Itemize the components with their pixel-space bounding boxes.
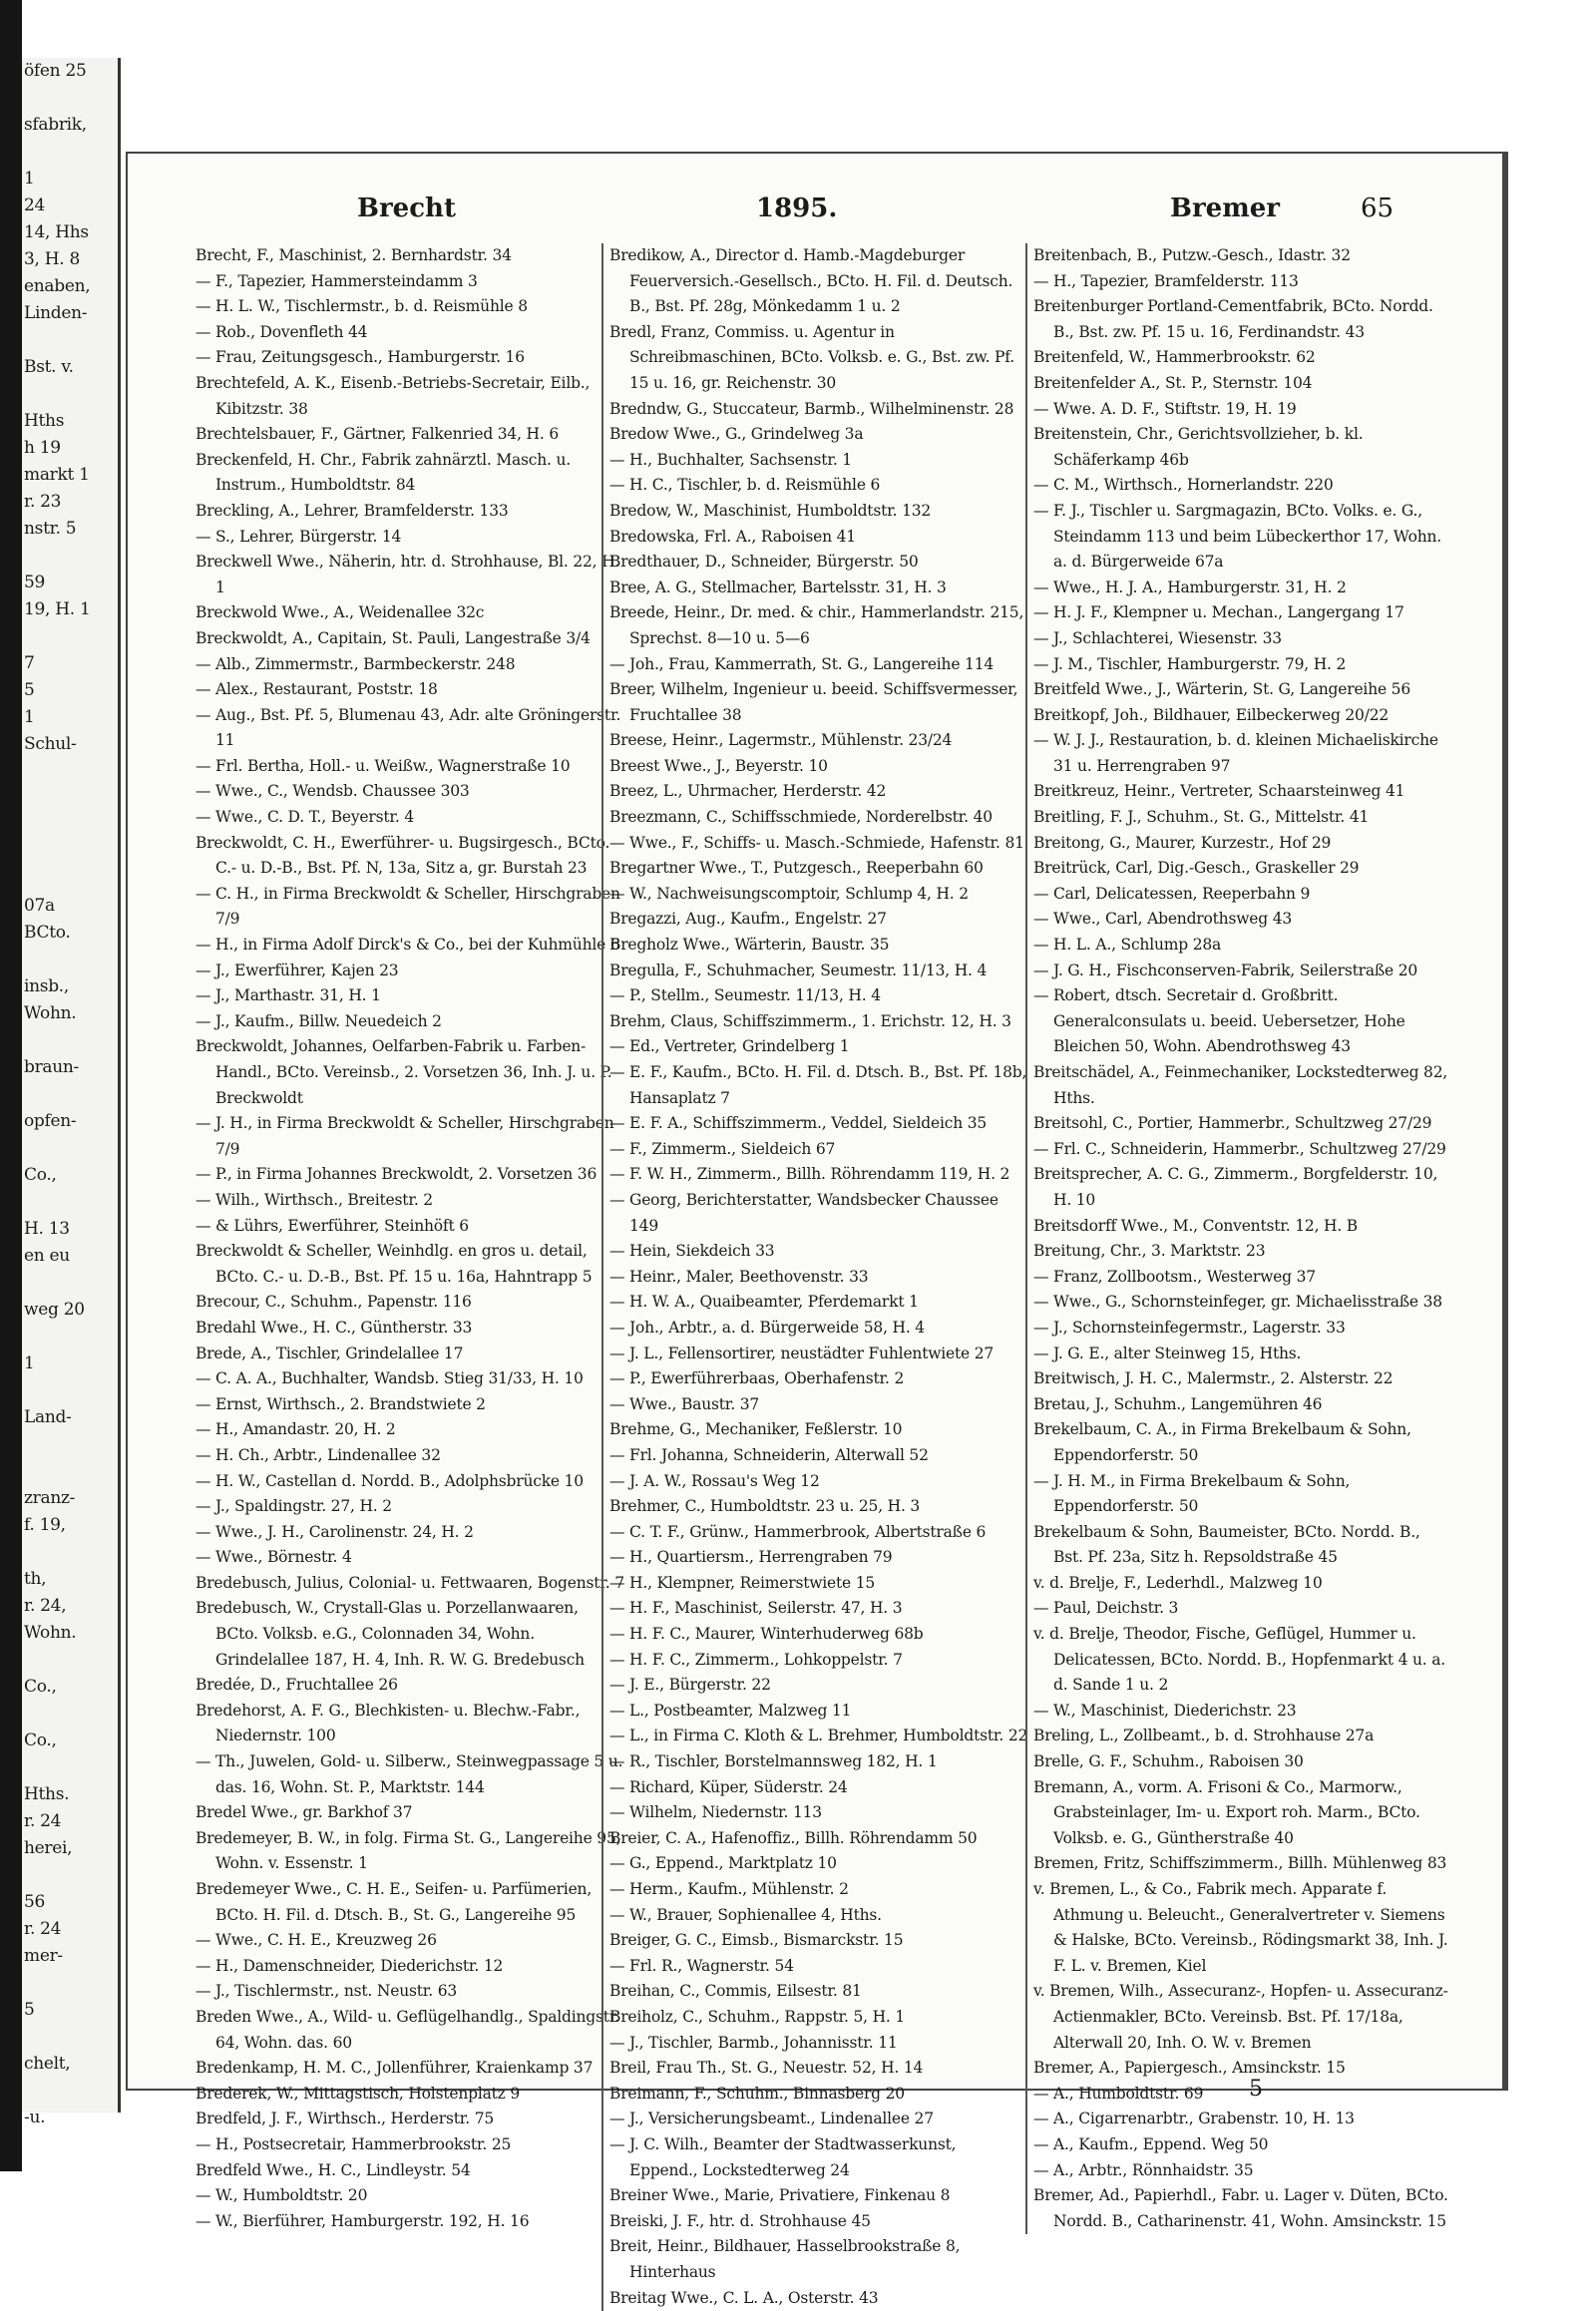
margin-fragment: sfabrik, [22, 112, 118, 139]
margin-fragment [22, 1754, 118, 1781]
directory-entry: — Heinr., Maler, Beethovenstr. 33 [609, 1265, 1028, 1291]
directory-entry: — Wwe., Baustr. 37 [609, 1392, 1028, 1418]
directory-entry: Bregulla, F., Schuhmacher, Seumestr. 11/13, H. 4 [609, 959, 1028, 984]
directory-entry: — H. W., Castellan d. Nordd. B., Adolphsbrücke 10 [196, 1469, 624, 1495]
margin-fragment [22, 1027, 118, 1054]
directory-entry: — A., Cigarrenarbtr., Grabenstr. 10, H. 13 [1033, 2107, 1452, 2132]
directory-entry: Bredebusch, Julius, Colonial- u. Fettwaaren, Bogenstr. 7 [196, 1571, 624, 1597]
directory-entry: — Joh., Frau, Kammerrath, St. G., Langereihe 114 [609, 652, 1028, 678]
directory-page [126, 152, 1508, 2091]
directory-entry: — J. A. W., Rossau's Weg 12 [609, 1469, 1028, 1495]
directory-entry: Bredemeyer Wwe., C. H. E., Seifen- u. Parfümerien, BCto. H. Fil. d. Dtsch. B., St. G., Langereihe 95 [196, 1877, 624, 1928]
column-1 [196, 243, 624, 2234]
margin-fragment [22, 1539, 118, 1566]
margin-fragment [22, 758, 118, 785]
directory-entry: — R., Tischler, Borstelmannsweg 182, H. 1 [609, 1749, 1028, 1775]
margin-fragment: chelt, [22, 2051, 118, 2078]
directory-entry: Bredl, Franz, Commiss. u. Agentur in Schreibmaschinen, BCto. Volksb. e. G., Bst. zw. Pf. 15 u. 16, gr. Reichenstr. 30 [609, 320, 1028, 397]
margin-fragment: r. 24 [22, 1916, 118, 1943]
margin-fragment: 14, Hhs [22, 219, 118, 246]
directory-entry: — A., Humboldtstr. 69 [1033, 2082, 1452, 2108]
directory-entry: Breitenburger Portland-Cementfabrik, BCto. Nordd. B., Bst. zw. Pf. 15 u. 16, Ferdinandstr. 43 [1033, 294, 1452, 345]
margin-fragment: zranz- [22, 1485, 118, 1512]
directory-entry: — J., Schornsteinfegermstr., Lagerstr. 33 [1033, 1316, 1452, 1342]
directory-entry: Breitenstein, Chr., Gerichtsvollzieher, b. kl. Schäferkamp 46b [1033, 422, 1452, 473]
margin-fragment: BCto. [22, 920, 118, 947]
directory-entry: Breitenfeld, W., Hammerbrookstr. 62 [1033, 345, 1452, 371]
directory-entry: Breede, Heinr., Dr. med. & chir., Hammerlandstr. 215, Sprechst. 8—10 u. 5—6 [609, 600, 1028, 651]
directory-entry: Brelle, G. F., Schuhm., Raboisen 30 [1033, 1749, 1452, 1775]
directory-entry: Breitkreuz, Heinr., Vertreter, Schaarsteinweg 41 [1033, 779, 1452, 805]
directory-entry: — P., Stellm., Seumestr. 11/13, H. 4 [609, 983, 1028, 1009]
directory-entry: — P., in Firma Johannes Breckwoldt, 2. Vorsetzen 36 [196, 1162, 624, 1188]
directory-entry: — H. W. A., Quaibeamter, Pferdemarkt 1 [609, 1290, 1028, 1316]
directory-entry: — Frl. Johanna, Schneiderin, Alterwall 52 [609, 1443, 1028, 1469]
directory-entry: Breitsdorff Wwe., M., Conventstr. 12, H. B [1033, 1214, 1452, 1240]
margin-fragment [22, 327, 118, 354]
directory-entry: — H., in Firma Adolf Dirck's & Co., bei der Kuhmühle 6 [196, 933, 624, 959]
directory-entry: Bregartner Wwe., T., Putzgesch., Reeperbahn 60 [609, 856, 1028, 882]
directory-entry: — H. F. C., Maurer, Winterhuderweg 68b [609, 1622, 1028, 1648]
directory-entry: — Robert, dtsch. Secretair d. Großbritt. Generalconsulats u. beeid. Uebersetzer, Hohe Bleichen 50, Wohn. Abendrothsweg 43 [1033, 983, 1452, 1060]
directory-entry: — L., in Firma C. Kloth & L. Brehmer, Humboldtstr. 22 [609, 1724, 1028, 1749]
margin-fragment [22, 2078, 118, 2105]
margin-fragment: markt 1 [22, 462, 118, 489]
margin-fragment [22, 1081, 118, 1108]
directory-entry: Breitenfelder A., St. P., Sternstr. 104 [1033, 371, 1452, 397]
directory-entry: — J., Marthastr. 31, H. 1 [196, 983, 624, 1009]
directory-entry: — Wwe., Carl, Abendrothsweg 43 [1033, 907, 1452, 933]
margin-fragment: Hths. [22, 1781, 118, 1808]
directory-entry: Brehmer, C., Humboldtstr. 23 u. 25, H. 3 [609, 1494, 1028, 1520]
directory-entry: Breitsohl, C., Portier, Hammerbr., Schultzweg 27/29 [1033, 1111, 1452, 1137]
directory-entry: Breitkopf, Joh., Bildhauer, Eilbeckerweg 20/22 [1033, 703, 1452, 729]
directory-entry: Bredfeld, J. F., Wirthsch., Herderstr. 75 [196, 2107, 624, 2132]
directory-entry: Bredndw, G., Stuccateur, Barmb., Wilhelminenstr. 28 [609, 397, 1028, 423]
directory-entry: — L., Postbeamter, Malzweg 11 [609, 1699, 1028, 1725]
directory-entry: Breling, L., Zollbeamt., b. d. Strohhause 27a [1033, 1724, 1452, 1749]
margin-fragment [22, 785, 118, 812]
margin-fragment [22, 1970, 118, 1997]
directory-entry: Bredel Wwe., gr. Barkhof 37 [196, 1800, 624, 1826]
directory-entry: — C. H., in Firma Breckwoldt & Scheller, Hirschgraben 7/9 [196, 882, 624, 933]
margin-fragment: Wohn. [22, 1000, 118, 1027]
directory-entry: Breitrück, Carl, Dig.-Gesch., Graskeller 29 [1033, 856, 1452, 882]
directory-entry: Bredowska, Frl. A., Raboisen 41 [609, 525, 1028, 551]
margin-fragment: Co., [22, 1728, 118, 1754]
directory-entry: — H., Damenschneider, Diederichstr. 12 [196, 1954, 624, 1980]
directory-entry: v. d. Brelje, F., Lederhdl., Malzweg 10 [1033, 1571, 1452, 1597]
margin-fragment: 3, H. 8 [22, 246, 118, 273]
margin-fragment: Hths [22, 408, 118, 435]
margin-fragment: f. 19, [22, 1512, 118, 1539]
directory-entry: Breiner Wwe., Marie, Privatiere, Finkenau 8 [609, 2183, 1028, 2209]
margin-fragment: th, [22, 1566, 118, 1593]
directory-entry: Breckwoldt, A., Capitain, St. Pauli, Langestraße 3/4 [196, 626, 624, 652]
sheet-signature: 5 [1249, 2077, 1263, 2102]
directory-entry: Brehm, Claus, Schiffszimmerm., 1. Erichstr. 12, H. 3 [609, 1009, 1028, 1035]
directory-entry: — W. J. J., Restauration, b. d. kleinen Michaeliskirche 31 u. Herrengraben 97 [1033, 728, 1452, 779]
directory-entry: — Wwe., J. H., Carolinenstr. 24, H. 2 [196, 1520, 624, 1546]
directory-entry: Bredow Wwe., G., Grindelweg 3a [609, 422, 1028, 448]
margin-fragment: h 19 [22, 435, 118, 462]
margin-fragment: Bst. v. [22, 354, 118, 381]
directory-entry: — F. J., Tischler u. Sargmagazin, BCto. Volks. e. G., Steindamm 113 und beim Lübeckerthor 17, Wohn. a. d. Bürgerweide 67a [1033, 499, 1452, 576]
directory-entry: Breihan, C., Commis, Eilsestr. 81 [609, 1979, 1028, 2005]
running-head-right: Bremer [1170, 193, 1280, 223]
directory-entry: Bremer, A., Papiergesch., Amsinckstr. 15 [1033, 2056, 1452, 2082]
margin-fragment [22, 1189, 118, 1216]
directory-entry: — Ernst, Wirthsch., 2. Brandstwiete 2 [196, 1392, 624, 1418]
directory-entry: Brecht, F., Maschinist, 2. Bernhardstr. 34 [196, 243, 624, 269]
directory-entry: — J., Tischler, Barmb., Johannisstr. 11 [609, 2031, 1028, 2057]
directory-entry: — Wwe., H. J. A., Hamburgerstr. 31, H. 2 [1033, 576, 1452, 601]
directory-entry: — Ed., Vertreter, Grindelberg 1 [609, 1034, 1028, 1060]
directory-entry: — F. W. H., Zimmerm., Billh. Röhrendamm 119, H. 2 [609, 1162, 1028, 1188]
directory-entry: v. Bremen, Wilh., Assecuranz-, Hopfen- u. Assecuranz-Actienmakler, BCto. Vereinsb. Bst. Pf. 17/18a, Alterwall 20, Inh. O. W. v. Bremen [1033, 1979, 1452, 2056]
directory-entry: Breitenbach, B., Putzw.-Gesch., Idastr. 32 [1033, 243, 1452, 269]
directory-entry: — A., Arbtr., Rönnhaidstr. 35 [1033, 2158, 1452, 2184]
margin-fragment [22, 1270, 118, 1297]
directory-entry: Brehme, G., Mechaniker, Feßlerstr. 10 [609, 1417, 1028, 1443]
directory-entry: Bredehorst, A. F. G., Blechkisten- u. Blechw.-Fabr., Niedernstr. 100 [196, 1699, 624, 1749]
directory-entry: Brecour, C., Schuhm., Papenstr. 116 [196, 1290, 624, 1316]
directory-entry: Brederek, W., Mittagstisch, Holstenplatz 9 [196, 2082, 624, 2108]
directory-entry: Breitling, F. J., Schuhm., St. G., Mittelstr. 41 [1033, 805, 1452, 831]
previous-page-margin [22, 58, 121, 2113]
directory-entry: Breitung, Chr., 3. Marktstr. 23 [1033, 1239, 1452, 1265]
scanner-shadow [0, 0, 22, 2171]
margin-fragment: r. 24 [22, 1808, 118, 1835]
directory-entry: — H., Klempner, Reimerstwiete 15 [609, 1571, 1028, 1597]
margin-fragment [22, 85, 118, 112]
directory-entry: — Georg, Berichterstatter, Wandsbecker Chaussee 149 [609, 1188, 1028, 1239]
margin-fragment: Co., [22, 1162, 118, 1189]
column-3 [1025, 243, 1452, 2234]
directory-entry: — Aug., Bst. Pf. 5, Blumenau 43, Adr. alte Gröningerstr. 11 [196, 703, 624, 754]
directory-entry: Bredebusch, W., Crystall-Glas u. Porzellanwaaren, BCto. Volksb. e.G., Colonnaden 34, Wohn. Grindelallee 187, H. 4, Inh. R. W. G. Bredebusch [196, 1596, 624, 1673]
directory-entry: — H., Amandastr. 20, H. 2 [196, 1417, 624, 1443]
directory-entry: Breckwold Wwe., A., Weidenallee 32c [196, 600, 624, 626]
directory-entry: — Frl. Bertha, Holl.- u. Weißw., Wagnerstraße 10 [196, 754, 624, 780]
directory-entry: Brede, A., Tischler, Grindelallee 17 [196, 1342, 624, 1367]
directory-entry: Breitwisch, J. H. C., Malermstr., 2. Alsterstr. 22 [1033, 1366, 1452, 1392]
margin-fragment [22, 1135, 118, 1162]
margin-fragment: 19, H. 1 [22, 596, 118, 623]
directory-entry: — J. H., in Firma Breckwoldt & Scheller, Hirschgraben 7/9 [196, 1111, 624, 1162]
directory-entry: Bregholz Wwe., Wärterin, Baustr. 35 [609, 933, 1028, 959]
margin-fragment: 24 [22, 193, 118, 219]
margin-fragment [22, 1431, 118, 1458]
directory-entry: Breckwoldt & Scheller, Weinhdlg. en gros u. detail, BCto. C.- u. D.-B., Bst. Pf. 15 u. 16a, Hahntrapp 5 [196, 1239, 624, 1290]
directory-entry: Breimann, F., Schuhm., Binnasberg 20 [609, 2082, 1028, 2108]
directory-entry: Bredée, D., Fruchtallee 26 [196, 1673, 624, 1699]
directory-entry: Breese, Heinr., Lagermstr., Mühlenstr. 23/24 [609, 728, 1028, 754]
directory-entry: — F., Tapezier, Hammersteindamm 3 [196, 269, 624, 295]
directory-entry: — Wwe. A. D. F., Stiftstr. 19, H. 19 [1033, 397, 1452, 423]
directory-entry: — G., Eppend., Marktplatz 10 [609, 1851, 1028, 1877]
directory-entry: Bregazzi, Aug., Kaufm., Engelstr. 27 [609, 907, 1028, 933]
directory-entry: — H., Buchhalter, Sachsenstr. 1 [609, 448, 1028, 474]
directory-entry: — C. M., Wirthsch., Hornerlandstr. 220 [1033, 473, 1452, 499]
directory-entry: — Wwe., G., Schornsteinfeger, gr. Michaelisstraße 38 [1033, 1290, 1452, 1316]
directory-entry: — H. L. W., Tischlermstr., b. d. Reismühle 8 [196, 294, 624, 320]
directory-entry: — F., Zimmerm., Sieldeich 67 [609, 1137, 1028, 1163]
directory-entry: Breiski, J. F., htr. d. Strohhause 45 [609, 2209, 1028, 2235]
margin-fragment: weg 20 [22, 1297, 118, 1324]
margin-fragment [22, 139, 118, 166]
directory-entry: — Frau, Zeitungsgesch., Hamburgerstr. 16 [196, 345, 624, 371]
directory-entry: — & Lührs, Ewerführer, Steinhöft 6 [196, 1214, 624, 1240]
directory-entry: — W., Humboldtstr. 20 [196, 2183, 624, 2209]
directory-entry: — C. T. F., Grünw., Hammerbrook, Albertstraße 6 [609, 1520, 1028, 1546]
directory-entry: Bredthauer, D., Schneider, Bürgerstr. 50 [609, 550, 1028, 576]
margin-fragment [22, 1862, 118, 1889]
directory-entry: — C. A. A., Buchhalter, Wandsb. Stieg 31/33, H. 10 [196, 1366, 624, 1392]
directory-entry: Bredikow, A., Director d. Hamb.-Magdeburger Feuerversich.-Gesellsch., BCto. H. Fil. d. Deutsch. B., Bst. Pf. 28g, Mönkedamm 1 u. 2 [609, 243, 1028, 320]
directory-entry: — H., Tapezier, Bramfelderstr. 113 [1033, 269, 1452, 295]
directory-entry: Bredow, W., Maschinist, Humboldtstr. 132 [609, 499, 1028, 525]
margin-fragment: Wohn. [22, 1620, 118, 1647]
margin-fragment: 07a [22, 893, 118, 920]
directory-entry: Breitfeld Wwe., J., Wärterin, St. G, Langereihe 56 [1033, 677, 1452, 703]
directory-entry: — H. L. A., Schlump 28a [1033, 933, 1452, 959]
directory-entry: — Wilhelm, Niedernstr. 113 [609, 1800, 1028, 1826]
directory-entry: Bretau, J., Schuhm., Langemühren 46 [1033, 1392, 1452, 1418]
directory-entry: Breckwoldt, Johannes, Oelfarben-Fabrik u. Farben-Handl., BCto. Vereinsb., 2. Vorsetzen 36, Inh. J. u. P. Breckwoldt [196, 1034, 624, 1111]
directory-entry: Breitag Wwe., C. L. A., Osterstr. 43 [609, 2286, 1028, 2311]
directory-entry: — J. G. E., alter Steinweg 15, Hths. [1033, 1342, 1452, 1367]
directory-entry: — J. G. H., Fischconserven-Fabrik, Seilerstraße 20 [1033, 959, 1452, 984]
directory-entry: Bremen, Fritz, Schiffszimmerm., Billh. Mühlenweg 83 [1033, 1851, 1452, 1877]
directory-entry: Bremer, Ad., Papierhdl., Fabr. u. Lager v. Düten, BCto. Nordd. B., Catharinenstr. 41, Wohn. Amsinckstr. 15 [1033, 2183, 1452, 2234]
directory-entry: — J., Schlachterei, Wiesenstr. 33 [1033, 626, 1452, 652]
margin-fragment: H. 13 [22, 1216, 118, 1243]
directory-entry: — Hein, Siekdeich 33 [609, 1239, 1028, 1265]
directory-entry: Breier, C. A., Hafenoffiz., Billh. Röhrendamm 50 [609, 1826, 1028, 1852]
directory-entry: — Wwe., C., Wendsb. Chaussee 303 [196, 779, 624, 805]
directory-entry: — Th., Juwelen, Gold- u. Silberw., Steinwegpassage 5 u. das. 16, Wohn. St. P., Marktstr. 144 [196, 1749, 624, 1800]
margin-fragment [22, 1458, 118, 1485]
margin-fragment [22, 812, 118, 839]
directory-entry: Bredfeld Wwe., H. C., Lindleystr. 54 [196, 2158, 624, 2184]
directory-entry: Brekelbaum & Sohn, Baumeister, BCto. Nordd. B., Bst. Pf. 23a, Sitz h. Repsoldstraße 45 [1033, 1520, 1452, 1571]
directory-entry: — H. J. F., Klempner u. Mechan., Langergang 17 [1033, 600, 1452, 626]
directory-entry: — H. Ch., Arbtr., Lindenallee 32 [196, 1443, 624, 1469]
margin-fragment [22, 1377, 118, 1404]
directory-entry: — S., Lehrer, Bürgerstr. 14 [196, 525, 624, 551]
directory-entry: Breez, L., Uhrmacher, Herderstr. 42 [609, 779, 1028, 805]
directory-entry: — Wilh., Wirthsch., Breitestr. 2 [196, 1188, 624, 1214]
directory-entry: — J. H. M., in Firma Brekelbaum & Sohn, Eppendorferstr. 50 [1033, 1469, 1452, 1520]
directory-entry: — Alex., Restaurant, Poststr. 18 [196, 677, 624, 703]
directory-entry: Bredenkamp, H. M. C., Jollenführer, Kraienkamp 37 [196, 2056, 624, 2082]
margin-fragment: 5 [22, 1997, 118, 2024]
margin-fragment [22, 866, 118, 893]
directory-entry: — J. E., Bürgerstr. 22 [609, 1673, 1028, 1699]
directory-entry: — H., Quartiersm., Herrengraben 79 [609, 1545, 1028, 1571]
directory-entry: Bredahl Wwe., H. C., Güntherstr. 33 [196, 1316, 624, 1342]
directory-entry: Breckwoldt, C. H., Ewerführer- u. Bugsirgesch., BCto. C.- u. D.-B., Bst. Pf. N, 13a, Sitz a, gr. Burstah 23 [196, 831, 624, 882]
directory-entry: — W., Nachweisungscomptoir, Schlump 4, H. 2 [609, 882, 1028, 908]
margin-fragment: braun- [22, 1054, 118, 1081]
directory-entry: — J. L., Fellensortirer, neustädter Fuhlentwiete 27 [609, 1342, 1028, 1367]
directory-entry: Breest Wwe., J., Beyerstr. 10 [609, 754, 1028, 780]
directory-entry: — Franz, Zollbootsm., Westerweg 37 [1033, 1265, 1452, 1291]
directory-entry: Breckenfeld, H. Chr., Fabrik zahnärztl. Masch. u. Instrum., Humboldtstr. 84 [196, 448, 624, 499]
directory-entry: — Wwe., F., Schiffs- u. Masch.-Schmiede, Hafenstr. 81 [609, 831, 1028, 857]
directory-entry: — H. C., Tischler, b. d. Reismühle 6 [609, 473, 1028, 499]
margin-fragment: Schul- [22, 731, 118, 758]
directory-entry: — J., Spaldingstr. 27, H. 2 [196, 1494, 624, 1520]
margin-fragment: nstr. 5 [22, 516, 118, 543]
running-head-year: 1895. [756, 193, 837, 223]
margin-fragment: 56 [22, 1889, 118, 1916]
directory-entry: — Paul, Deichstr. 3 [1033, 1596, 1452, 1622]
directory-entry: v. Bremen, L., & Co., Fabrik mech. Apparate f. Athmung u. Beleucht., Generalvertreter v. Siemens & Halske, BCto. Vereinsb., Rödingsmarkt 38, Inh. J. F. L. v. Bremen, Kiel [1033, 1877, 1452, 1979]
margin-fragment [22, 1647, 118, 1674]
directory-entry: Breit, Heinr., Bildhauer, Hasselbrookstraße 8, Hinterhaus [609, 2234, 1028, 2285]
margin-fragment: 1 [22, 704, 118, 731]
margin-fragment: Co., [22, 1674, 118, 1701]
directory-entry: — J. C. Wilh., Beamter der Stadtwasserkunst, Eppend., Lockstedterweg 24 [609, 2132, 1028, 2183]
directory-entry: — Joh., Arbtr., a. d. Bürgerweide 58, H. 4 [609, 1316, 1028, 1342]
directory-entry: — J., Kaufm., Billw. Neuedeich 2 [196, 1009, 624, 1035]
directory-entry: — J., Versicherungsbeamt., Lindenallee 27 [609, 2107, 1028, 2132]
directory-entry: — J., Ewerführer, Kajen 23 [196, 959, 624, 984]
directory-entry: — W., Bierführer, Hamburgerstr. 192, H. 16 [196, 2209, 624, 2235]
margin-fragment [22, 381, 118, 408]
directory-entry: Breckling, A., Lehrer, Bramfelderstr. 133 [196, 499, 624, 525]
directory-entry: — Herm., Kaufm., Mühlenstr. 2 [609, 1877, 1028, 1903]
margin-fragment: 1 [22, 166, 118, 193]
directory-entry: — Carl, Delicatessen, Reeperbahn 9 [1033, 882, 1452, 908]
margin-fragment: Linden- [22, 300, 118, 327]
directory-entry: — A., Kaufm., Eppend. Weg 50 [1033, 2132, 1452, 2158]
margin-fragment: r. 23 [22, 489, 118, 516]
margin-fragment: enaben, [22, 273, 118, 300]
column-2 [601, 243, 1028, 2311]
directory-entry: Breil, Frau Th., St. G., Neuestr. 52, H. 14 [609, 2056, 1028, 2082]
directory-entry: Breezmann, C., Schiffsschmiede, Norderelbstr. 40 [609, 805, 1028, 831]
directory-entry: Breiger, G. C., Eimsb., Bismarckstr. 15 [609, 1928, 1028, 1954]
directory-entry: Brekelbaum, C. A., in Firma Brekelbaum & Sohn, Eppendorferstr. 50 [1033, 1417, 1452, 1468]
margin-fragment: 7 [22, 650, 118, 677]
margin-fragment: r. 24, [22, 1593, 118, 1620]
margin-fragment [22, 947, 118, 973]
margin-fragment: 1 [22, 1350, 118, 1377]
directory-entry: Bredemeyer, B. W., in folg. Firma St. G., Langereihe 95, Wohn. v. Essenstr. 1 [196, 1826, 624, 1877]
margin-fragment [22, 1324, 118, 1350]
page-number: 65 [1361, 193, 1394, 223]
margin-fragment: 5 [22, 677, 118, 704]
margin-fragment: herei, [22, 1835, 118, 1862]
margin-fragment: öfen 25 [22, 58, 118, 85]
margin-fragment [22, 2024, 118, 2051]
directory-entry: Breden Wwe., A., Wild- u. Geflügelhandlg., Spaldingstr. 64, Wohn. das. 60 [196, 2005, 624, 2056]
directory-entry: — J., Tischlermstr., nst. Neustr. 63 [196, 1979, 624, 2005]
directory-entry: — H. F., Maschinist, Seilerstr. 47, H. 3 [609, 1596, 1028, 1622]
directory-entry: — Richard, Küper, Süderstr. 24 [609, 1775, 1028, 1801]
directory-entry: — E. F., Kaufm., BCto. H. Fil. d. Dtsch. B., Bst. Pf. 18b, Hansaplatz 7 [609, 1060, 1028, 1111]
directory-entry: Brechtelsbauer, F., Gärtner, Falkenried 34, H. 6 [196, 422, 624, 448]
margin-fragment: en eu [22, 1243, 118, 1270]
margin-fragment: -u. [22, 2105, 118, 2131]
directory-entry: — Wwe., C. H. E., Kreuzweg 26 [196, 1928, 624, 1954]
directory-entry: — Frl. C., Schneiderin, Hammerbr., Schultzweg 27/29 [1033, 1137, 1452, 1163]
directory-entry: Breitong, G., Maurer, Kurzestr., Hof 29 [1033, 831, 1452, 857]
directory-entry: Breer, Wilhelm, Ingenieur u. beeid. Schiffsvermesser, Fruchtallee 38 [609, 677, 1028, 728]
directory-entry: Bree, A. G., Stellmacher, Bartelsstr. 31, H. 3 [609, 576, 1028, 601]
margin-fragment: 59 [22, 570, 118, 596]
directory-entry: — Rob., Dovenfleth 44 [196, 320, 624, 346]
directory-entry: — Alb., Zimmermstr., Barmbeckerstr. 248 [196, 652, 624, 678]
directory-entry: v. d. Brelje, Theodor, Fische, Geflügel, Hummer u. Delicatessen, BCto. Nordd. B., Hopfenmarkt 4 u. a. d. Sande 1 u. 2 [1033, 1622, 1452, 1699]
directory-entry: Breckwell Wwe., Näherin, htr. d. Strohhause, Bl. 22, H. 1 [196, 550, 624, 600]
directory-entry: Brechtefeld, A. K., Eisenb.-Betriebs-Secretair, Eilb., Kibitzstr. 38 [196, 371, 624, 422]
directory-entry: Breitsprecher, A. C. G., Zimmerm., Borgfelderstr. 10, H. 10 [1033, 1162, 1452, 1213]
directory-entry: — Frl. R., Wagnerstr. 54 [609, 1954, 1028, 1980]
directory-entry: — W., Maschinist, Diederichstr. 23 [1033, 1699, 1452, 1725]
directory-entry: Breiholz, C., Schuhm., Rappstr. 5, H. 1 [609, 2005, 1028, 2031]
margin-fragment: Land- [22, 1404, 118, 1431]
margin-fragment: opfen- [22, 1108, 118, 1135]
directory-entry: — P., Ewerführerbaas, Oberhafenstr. 2 [609, 1366, 1028, 1392]
directory-entry: — J. M., Tischler, Hamburgerstr. 79, H. 2 [1033, 652, 1452, 678]
directory-entry: Bremann, A., vorm. A. Frisoni & Co., Marmorw., Grabsteinlager, Im- u. Export roh. Marm., BCto. Volksb. e. G., Güntherstraße 40 [1033, 1775, 1452, 1852]
margin-fragment [22, 623, 118, 650]
margin-fragment [22, 543, 118, 570]
margin-fragment [22, 839, 118, 866]
directory-entry: — E. F. A., Schiffszimmerm., Veddel, Sieldeich 35 [609, 1111, 1028, 1137]
running-head-left: Brecht [357, 193, 456, 223]
margin-fragment: mer- [22, 1943, 118, 1970]
margin-fragment [22, 1701, 118, 1728]
directory-entry: Breitschädel, A., Feinmechaniker, Lockstedterweg 82, Hths. [1033, 1060, 1452, 1111]
directory-entry: — H. F. C., Zimmerm., Lohkoppelstr. 7 [609, 1648, 1028, 1674]
directory-entry: — H., Postsecretair, Hammerbrookstr. 25 [196, 2132, 624, 2158]
directory-entry: — Wwe., C. D. T., Beyerstr. 4 [196, 805, 624, 831]
margin-fragment: insb., [22, 973, 118, 1000]
directory-entry: — W., Brauer, Sophienallee 4, Hths. [609, 1903, 1028, 1929]
directory-entry: — Wwe., Börnestr. 4 [196, 1545, 624, 1571]
